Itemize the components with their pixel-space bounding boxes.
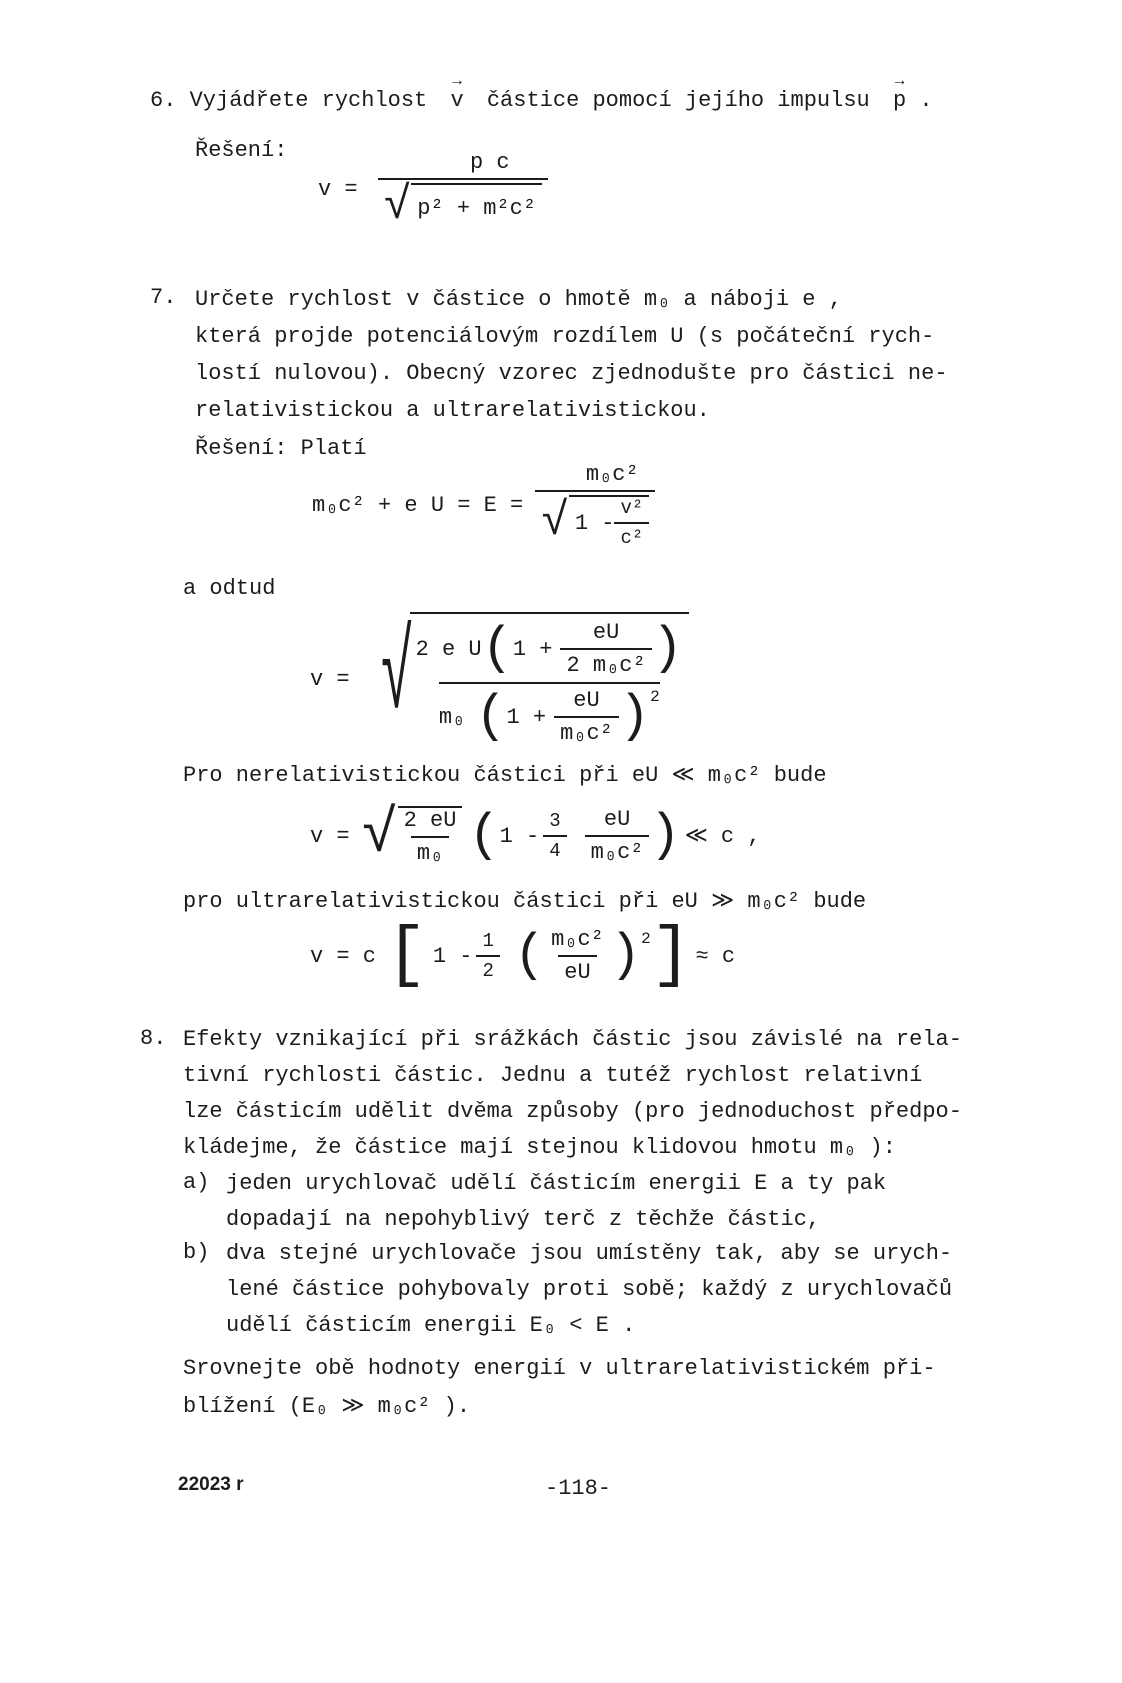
- problem-7-text: Určete rychlost v částice o hmotě m₀ a náboji e , která projde potenciálovým rozdílem U (s počáteční rych- lostí nulovou). Obecný vzorec zjednodušte pro částici ne- relativistickou a ultrarelativistickou.: [195, 287, 948, 423]
- text-and-hence: a odtud: [183, 576, 276, 601]
- solution-label: Řešení:: [195, 138, 288, 163]
- problem-6-heading: 6. Vyjádřete rychlost → v částice pomocí jejího impulsu → p .: [150, 88, 933, 113]
- problem-8-text: Efekty vznikající při srážkách částic jsou závislé na rela- tivní rychlosti částic. Jednu a tutéž rychlost relativní lze částicím udělit dvěma způsoby (pro jednoduchost předpo- kládejme, že částice mají stejnou klidovou hmotu m₀ ):: [183, 1027, 962, 1160]
- item-b-text: dva stejné urychlovače jsou umístěny tak, aby se urych- lené částice pohybovaly proti sobě; každý z urychlovačů udělí částicím energii E₀ < E .: [226, 1241, 953, 1338]
- formula-velocity-nonrelativistic: v = √ $\frac{2 eU}{\text{m₀}}$ ( 1 - $\frac{3}{4}$ $\frac{eU}{\text{m₀c²}}$ ) ≪ c ,: [310, 802, 761, 870]
- final-instruction: Srovnejte obě hodnoty energií v ultrarelativistickém při- blížení (E₀ ≫ m₀c² ).: [183, 1356, 936, 1419]
- nonrelativistic-text: Pro nerelativistickou částici při eU ≪ m₀c² bude: [183, 763, 827, 788]
- formula-velocity-ultrarelativistic: v = c [ 1 - $\frac{1}{2}$ ( $\frac{\text{m₀c²}}{eU}$ ) $^2$ ] ≈ c: [310, 917, 736, 994]
- item-a-label: a): [183, 1170, 210, 1195]
- ultrarelativistic-text: pro ultrarelativistickou částici při eU ≫ m₀c² bude: [183, 889, 867, 914]
- formula-velocity-general: v = √ 2 e U ( 1 + $\frac{eU}{\text{2 m₀c²}}$ ) m₀ ( 1 + $\frac{eU}{\text{m₀c²}}$ ) $^2$: [310, 612, 689, 746]
- formula-velocity-momentum: v = p c √ p² + m²c²: [318, 150, 548, 229]
- item-b-label: b): [183, 1240, 210, 1265]
- problem-number-7: 7.: [150, 285, 177, 310]
- problem-number-8: 8.: [140, 1026, 167, 1051]
- print-code: 22023 r: [178, 1474, 244, 1495]
- problem-number: 6.: [150, 88, 177, 113]
- item-a-text: jeden urychlovač udělí částicím energii E a ty pak dopadají na nepohyblivý terč z těchže částic,: [226, 1171, 887, 1232]
- solution-label: Řešení: Platí: [195, 436, 367, 461]
- page-number: -118-: [545, 1476, 612, 1501]
- velocity-vector: → v: [450, 88, 463, 113]
- formula-energy: m₀c² + e U = E = m₀c² √ 1 - $\frac{\text{v²}}{\text{c²}}$: [312, 462, 655, 549]
- momentum-vector: → p: [893, 88, 906, 113]
